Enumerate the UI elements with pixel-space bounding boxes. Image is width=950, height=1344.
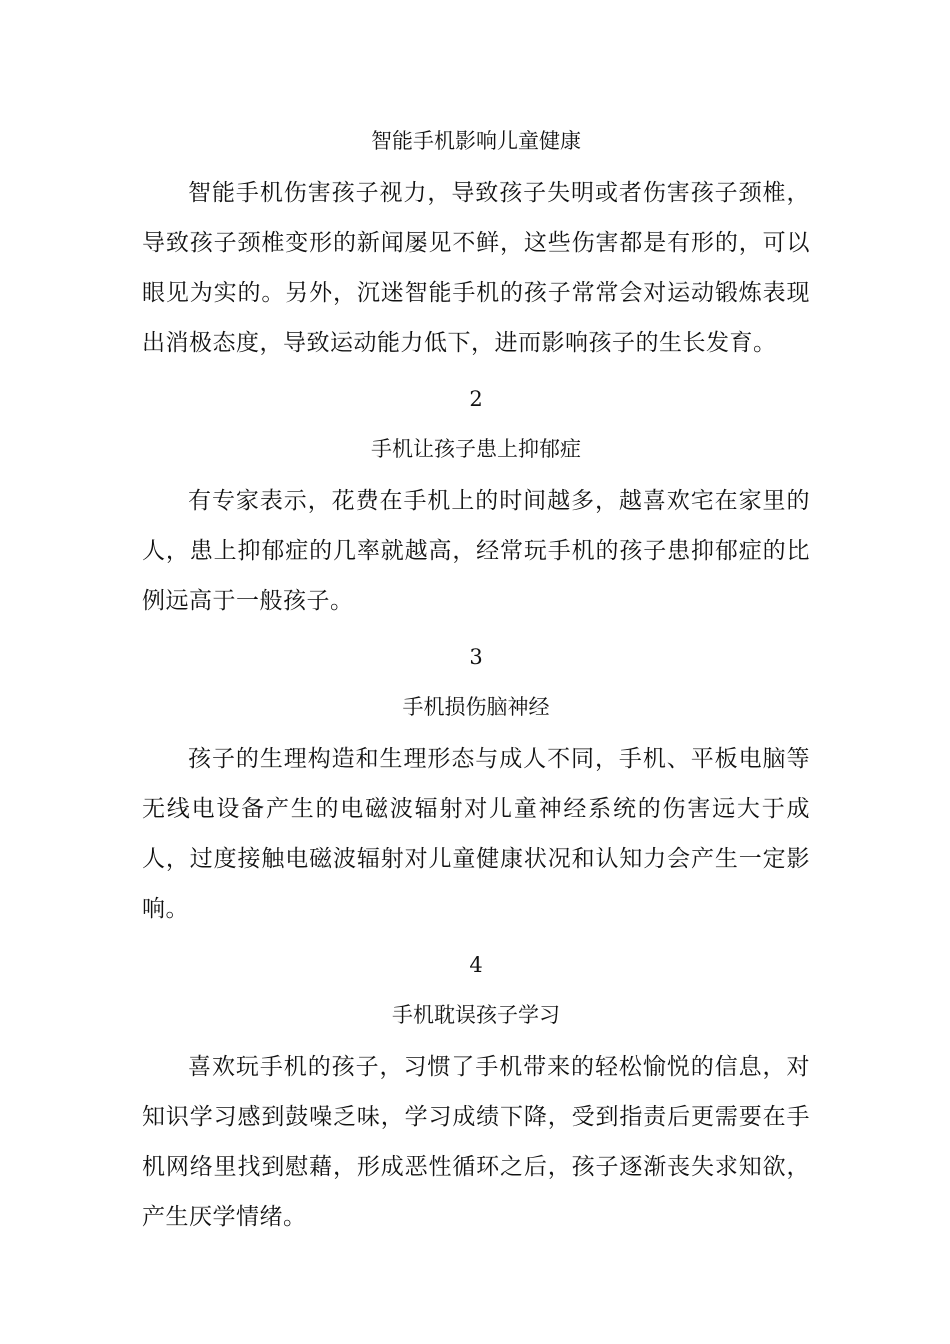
document-content	[142, 120, 810, 1242]
section-number: 4	[469, 953, 483, 977]
section-2	[142, 378, 810, 626]
section-body: 有专家表示，花费在手机上的时间越多，越喜欢宅在家里的人，患上抑郁症的几率就越高，经常玩手机的孩子患抑郁症的比例远高于一般孩子。	[142, 488, 810, 614]
section-number: 3	[469, 645, 483, 669]
section-body: 智能手机伤害孩子视力，导致孩子失明或者伤害孩子颈椎，导致孩子颈椎变形的新闻屡见不鲜，这些伤害都是有形的，可以眼见为实的。另外，沉迷智能手机的孩子常常会对运动锻炼表现出消极态度，导致运动能力低下，进而影响孩子的生长发育。	[142, 180, 810, 356]
section-1	[142, 120, 810, 368]
section-body: 孩子的生理构造和生理形态与成人不同，手机、平板电脑等无线电设备产生的电磁波辐射对儿童神经系统的伤害远大于成人，过度接触电磁波辐射对儿童健康状况和认知力会产生一定影响。	[142, 746, 810, 922]
section-title: 智能手机影响儿童健康	[371, 129, 581, 153]
section-number: 2	[469, 387, 483, 411]
section-4	[142, 944, 810, 1242]
section-body: 喜欢玩手机的孩子，习惯了手机带来的轻松愉悦的信息，对知识学习感到鼓噪乏味，学习成绩下降，受到指责后更需要在手机网络里找到慰藉，形成恶性循环之后，孩子逐渐丧失求知欲，产生厌学情绪。	[142, 1054, 810, 1230]
section-title: 手机让孩子患上抑郁症	[371, 437, 581, 461]
section-title: 手机耽误孩子学习	[392, 1003, 560, 1027]
section-3	[142, 636, 810, 934]
section-title: 手机损伤脑神经	[402, 695, 550, 719]
